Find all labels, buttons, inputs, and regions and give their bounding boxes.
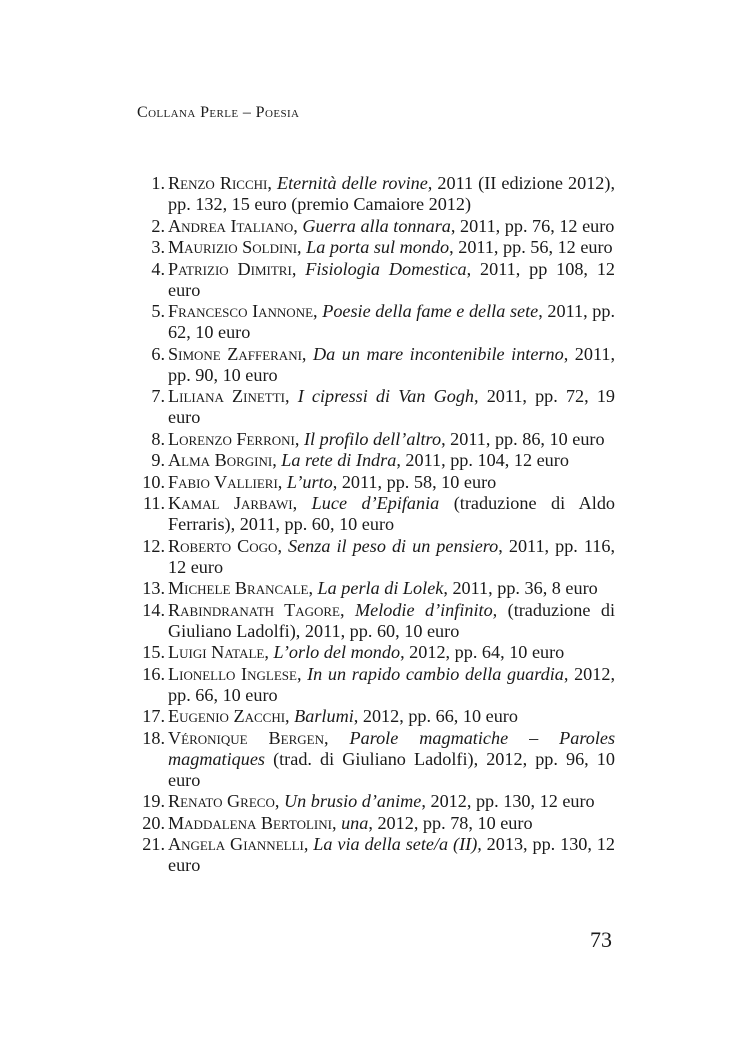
list-item (130, 706, 615, 727)
item-number: 2. (151, 215, 165, 236)
item-details: , 2011, pp. 116, 12 euro (168, 535, 616, 577)
item-title: Guerra alla tonnara (302, 215, 451, 236)
item-title: Un brusio d’anime (283, 791, 422, 811)
item-title: Barlumi (294, 706, 354, 726)
list-item (130, 578, 615, 599)
item-number: 12. (142, 535, 165, 556)
item-number: 9. (151, 450, 165, 470)
item-author: Fabio Vallieri (168, 471, 278, 492)
list-item (130, 237, 615, 258)
item-separator: , (323, 727, 350, 748)
item-number: 11. (142, 493, 165, 513)
item-details: , 2012, pp. 78, 10 euro (368, 812, 533, 833)
item-number: 7. (151, 386, 165, 406)
item-title: La rete di Indra (281, 450, 397, 470)
item-number: 13. (142, 578, 165, 598)
item-number: 3. (151, 237, 165, 257)
item-author: Lorenzo Ferroni (168, 428, 295, 449)
list-item (130, 386, 615, 428)
item-details: , 2011, pp. 72, 19 euro (168, 386, 616, 427)
item-title: La porta sul mondo (306, 237, 450, 257)
item-number: 10. (142, 471, 165, 492)
item-title: Da un mare incontenibile interno (313, 343, 564, 364)
list-item (130, 472, 615, 493)
item-separator: , (308, 578, 318, 598)
item-separator: , (264, 642, 274, 662)
item-title: La via della sete/a (II), (313, 834, 482, 854)
item-details: , 2011, pp. 56, 12 euro (449, 237, 613, 257)
item-title: una (341, 812, 369, 833)
item-separator: , (297, 237, 307, 257)
item-author: Renzo Ricchi (168, 173, 268, 193)
item-author: Luigi Natale (168, 642, 265, 662)
list-item (130, 834, 615, 876)
item-number: 17. (142, 706, 165, 726)
item-separator: , (285, 706, 295, 726)
item-title: In un rapido cambio della guardia (307, 663, 564, 684)
item-details: (traduzione di Giuliano Ladolfi), 2011, pp. 60, 10 euro (168, 599, 616, 641)
item-separator: , (267, 173, 277, 193)
item-title: Eternità delle rovine, (276, 173, 433, 193)
item-title: La perla di Lolek (317, 578, 444, 598)
item-separator: , (277, 471, 287, 492)
item-separator: , (277, 535, 289, 556)
item-number: 8. (151, 428, 165, 449)
list-item (130, 791, 615, 812)
item-separator: , (274, 791, 284, 811)
item-details: , 2011, pp. 58, 10 euro (332, 471, 497, 492)
item-separator: , (340, 599, 355, 620)
item-separator: , (292, 493, 312, 513)
item-details: , 2012, pp. 130, 12 euro (421, 791, 595, 811)
item-number: 20. (142, 812, 165, 833)
item-separator: , (313, 301, 323, 321)
item-author: Michele Brancale (168, 578, 309, 598)
item-author: Maddalena Bertolini (168, 812, 332, 833)
item-author: Andrea Italiano (168, 215, 294, 236)
list-item (130, 493, 615, 535)
page-number: 73 (590, 927, 612, 952)
item-author: Francesco Iannone (168, 301, 314, 321)
item-separator: , (285, 386, 298, 406)
item-details: 2011 (II edizione 2012), pp. 132, 15 euro (premio Camaiore 2012) (168, 173, 616, 214)
item-details: , 2011, pp. 62, 10 euro (168, 301, 616, 342)
item-title: Senza il peso di un pensiero (288, 535, 499, 556)
item-details: , 2011, pp. 90, 10 euro (168, 343, 616, 385)
list-item (130, 642, 615, 663)
item-title: Poesie della fame e della sete (322, 301, 539, 321)
item-separator: , (303, 834, 314, 854)
book-list (130, 173, 615, 877)
item-separator: , (291, 258, 306, 279)
item-title: Parole magmatiche – Paroles magmatiques (168, 727, 616, 769)
item-number: 21. (142, 834, 165, 854)
item-title: L’orlo del mondo (273, 642, 401, 662)
item-author: Angela Giannelli (168, 834, 304, 854)
item-author: Simone Zafferani (168, 343, 302, 364)
item-details: , 2011, pp. 76, 12 euro (450, 215, 615, 236)
item-details: , 2011, pp. 86, 10 euro (441, 428, 605, 449)
list-item (130, 344, 615, 386)
list-item (130, 216, 615, 237)
item-author: Renato Greco (168, 791, 275, 811)
item-number: 6. (151, 343, 165, 364)
item-author: Lionello Inglese (168, 663, 297, 684)
item-author: Alma Borgini (168, 450, 273, 470)
item-details: , 2012, pp. 64, 10 euro (400, 642, 565, 662)
item-separator: , (301, 343, 313, 364)
item-number: 16. (142, 663, 165, 684)
item-author: Roberto Cogo (168, 535, 278, 556)
list-item (130, 536, 615, 578)
item-title: L’urto (286, 471, 333, 492)
list-item (130, 173, 615, 215)
item-separator: , (272, 450, 282, 470)
item-number: 14. (142, 599, 165, 620)
list-item (130, 813, 615, 834)
item-title: Luce d’Epifania (311, 493, 440, 513)
item-number: 15. (142, 642, 165, 662)
item-details: , 2011, pp. 104, 12 euro (396, 450, 569, 470)
list-item (130, 259, 615, 301)
item-number: 19. (142, 791, 165, 811)
item-author: Rabindranath Tagore (168, 599, 340, 620)
item-author: Kamal Jarbawi (168, 493, 293, 513)
item-title: Melodie d’infinito, (354, 599, 498, 620)
item-number: 18. (142, 727, 165, 748)
item-author: Patrizio Dimitri (168, 258, 292, 279)
item-author: Véronique Bergen (168, 727, 324, 748)
item-title: Fisiologia Domestica (305, 258, 467, 279)
item-details: (traduzione di Aldo Ferraris), 2011, pp. 60, 10 euro (168, 493, 616, 534)
item-title: I cipressi di Van Gogh (297, 386, 475, 406)
item-number: 4. (151, 258, 165, 279)
item-details: , 2011, pp 108, 12 euro (168, 258, 616, 300)
item-details: 2013, pp. 130, 12 euro (168, 834, 615, 875)
item-author: Liliana Zinetti (168, 386, 285, 406)
item-details: , 2012, pp. 66, 10 euro (168, 663, 615, 705)
item-details: , 2011, pp. 36, 8 euro (443, 578, 598, 598)
item-title: Il profilo dell’altro (303, 428, 442, 449)
item-details: (trad. di Giuliano Ladolfi), 2012, pp. 96, 10 euro (168, 748, 615, 790)
list-item (130, 600, 615, 642)
item-separator: , (293, 215, 303, 236)
item-separator: , (294, 428, 304, 449)
list-item (130, 664, 615, 706)
series-header: Collana Perle – Poesia (137, 104, 300, 121)
item-author: Eugenio Zacchi (168, 706, 286, 726)
list-item (130, 301, 615, 343)
item-separator: , (331, 812, 342, 833)
list-item (130, 728, 615, 791)
item-separator: , (296, 663, 308, 684)
list-item (130, 450, 615, 471)
item-number: 1. (151, 173, 165, 193)
item-author: Maurizio Soldini (168, 237, 298, 257)
item-details: , 2012, pp. 66, 10 euro (353, 706, 518, 726)
item-number: 5. (151, 301, 165, 321)
list-item (130, 429, 615, 450)
